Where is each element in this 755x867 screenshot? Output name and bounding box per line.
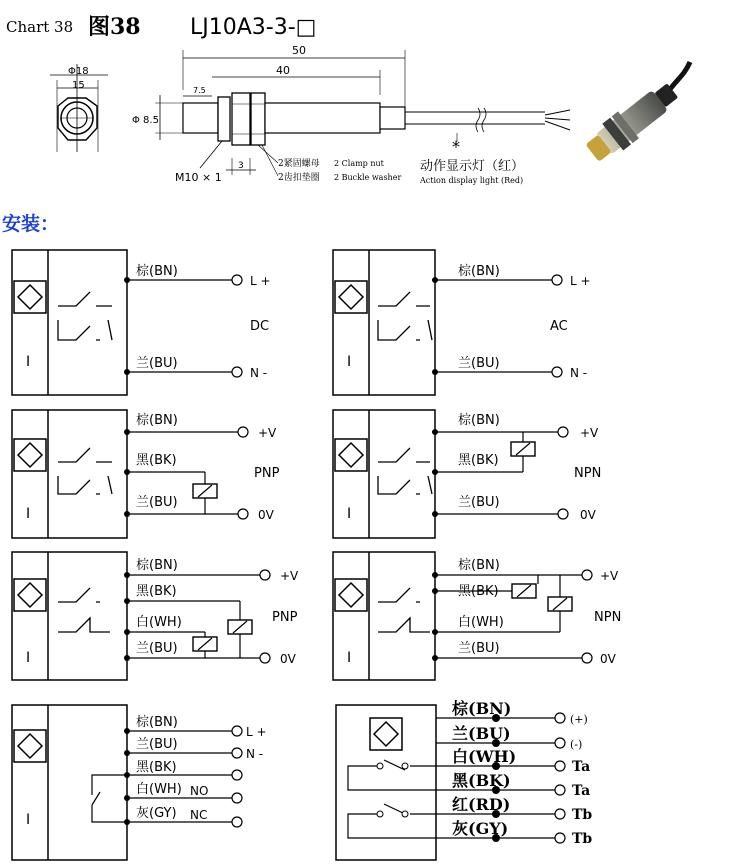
wire-gy: 灰(GY) <box>136 806 177 821</box>
dim-outer-diameter: Φ18 <box>68 66 89 77</box>
terminal-plus-ac: (+) <box>570 713 588 726</box>
wire-bk: 黑(BK) <box>458 584 499 599</box>
letter-i: I <box>26 812 31 828</box>
terminal-lplus: L + <box>250 274 271 288</box>
nut-label-cn: 2紧固螺母 <box>278 159 320 169</box>
type-pnp: PNP <box>272 610 298 625</box>
wiring-pnp-4wire <box>12 552 299 680</box>
wire-bn: 棕(BN) <box>136 264 178 279</box>
terminal-lplus: L + <box>570 274 591 288</box>
light-label-en: Action display light (Red) <box>420 176 524 185</box>
wire-bn: 棕(BN) <box>136 413 178 428</box>
type-npn: NPN <box>574 466 602 481</box>
light-label-cn: 动作显示灯（红） <box>420 159 525 174</box>
terminal-vplus: +V <box>280 569 299 583</box>
wire-bn: 棕(BN) <box>136 715 178 730</box>
terminal-nc: NC <box>190 808 208 822</box>
type-pnp: PNP <box>254 466 280 481</box>
wiring-npn-4wire <box>333 552 621 680</box>
wire-bk: 黑(BK) <box>452 771 511 790</box>
nut-label-en: 2 Clamp nut <box>334 159 384 168</box>
wire-bk: 黑(BK) <box>136 453 177 468</box>
washer-label-en: 2 Buckle washer <box>334 173 402 182</box>
wire-rd: 红(RD) <box>452 795 511 814</box>
wire-wh: 白(WH) <box>458 615 504 630</box>
letter-i: I <box>347 650 352 666</box>
letter-i: I <box>26 650 31 666</box>
dim-total-length: 50 <box>292 44 306 57</box>
wire-bu: 兰(BU) <box>136 641 178 656</box>
wire-bn: 棕(BN) <box>458 558 500 573</box>
terminal-0v: 0V <box>258 508 274 522</box>
terminal-nminus: N - <box>246 747 264 761</box>
type-dc: DC <box>250 319 270 334</box>
letter-i: I <box>26 354 31 370</box>
dim-nut-width: 3 <box>238 161 244 171</box>
terminal-no: NO <box>190 784 209 798</box>
wire-bu: 兰(BU) <box>458 356 500 371</box>
wiring-relay-5wire <box>12 705 267 860</box>
wiring-pnp-3wire <box>12 410 280 538</box>
letter-i: I <box>347 354 352 370</box>
wire-bu: 兰(BU) <box>458 641 500 656</box>
terminal-tb: Tb <box>572 807 593 823</box>
wire-bu: 兰(BU) <box>136 495 178 510</box>
dim-inner-width: 15 <box>72 80 85 91</box>
dim-thread-end: 7.5 <box>193 86 206 95</box>
wire-wh: 白(WH) <box>136 782 182 797</box>
wire-bn: 棕(BN) <box>458 413 500 428</box>
wire-bu: 兰(BU) <box>136 737 178 752</box>
light-marker: * <box>452 137 460 156</box>
terminal-0v: 0V <box>600 652 616 666</box>
wire-bk: 黑(BK) <box>136 584 177 599</box>
letter-i: I <box>26 506 31 522</box>
wire-bu: 兰(BU) <box>458 495 500 510</box>
terminal-minus-ac: (-) <box>570 738 583 751</box>
terminal-nminus: N - <box>250 366 268 380</box>
wire-bu: 兰(BU) <box>452 724 511 743</box>
wiring-ac-2wire <box>333 250 591 395</box>
sensor-photo <box>582 62 690 167</box>
terminal-vplus: +V <box>580 426 599 440</box>
wiring-npn-3wire <box>333 410 601 538</box>
wire-bn: 棕(BN) <box>136 558 178 573</box>
wire-bn: 棕(BN) <box>452 699 512 718</box>
terminal-ta: Ta <box>572 783 591 799</box>
install-heading: 安装： <box>2 213 60 235</box>
letter-i: I <box>347 506 352 522</box>
type-ac: AC <box>550 319 568 334</box>
terminal-vplus: +V <box>258 426 277 440</box>
terminal-lplus: L + <box>246 725 267 739</box>
wiring-ac-relay-6wire <box>336 699 592 860</box>
terminal-tb: Tb <box>572 831 593 847</box>
wire-bk: 黑(BK) <box>136 760 177 775</box>
terminal-0v: 0V <box>280 652 296 666</box>
wiring-dc-2wire <box>12 250 271 395</box>
wire-gy: 灰(GY) <box>452 819 509 838</box>
figure-label: 图38 <box>88 14 141 40</box>
dim-body-diameter: Φ 8.5 <box>132 115 159 126</box>
wire-wh: 白(WH) <box>136 615 182 630</box>
type-npn: NPN <box>594 610 622 625</box>
terminal-nminus: N - <box>570 366 588 380</box>
wire-wh: 白(WH) <box>452 747 517 766</box>
wire-bk: 黑(BK) <box>458 453 499 468</box>
wire-bu: 兰(BU) <box>136 356 178 371</box>
wire-bn: 棕(BN) <box>458 264 500 279</box>
side-view <box>132 44 570 185</box>
chart-label: Chart 38 <box>6 18 74 36</box>
dim-body-length: 40 <box>276 64 290 77</box>
terminal-0v: 0V <box>580 508 596 522</box>
terminal-vplus: +V <box>600 569 619 583</box>
washer-label-cn: 2齿扣垫圈 <box>278 173 320 183</box>
model-title: LJ10A3-3-□ <box>190 15 317 40</box>
end-view <box>50 64 108 152</box>
dim-thread: M10 × 1 <box>175 171 222 184</box>
terminal-ta: Ta <box>572 759 591 775</box>
